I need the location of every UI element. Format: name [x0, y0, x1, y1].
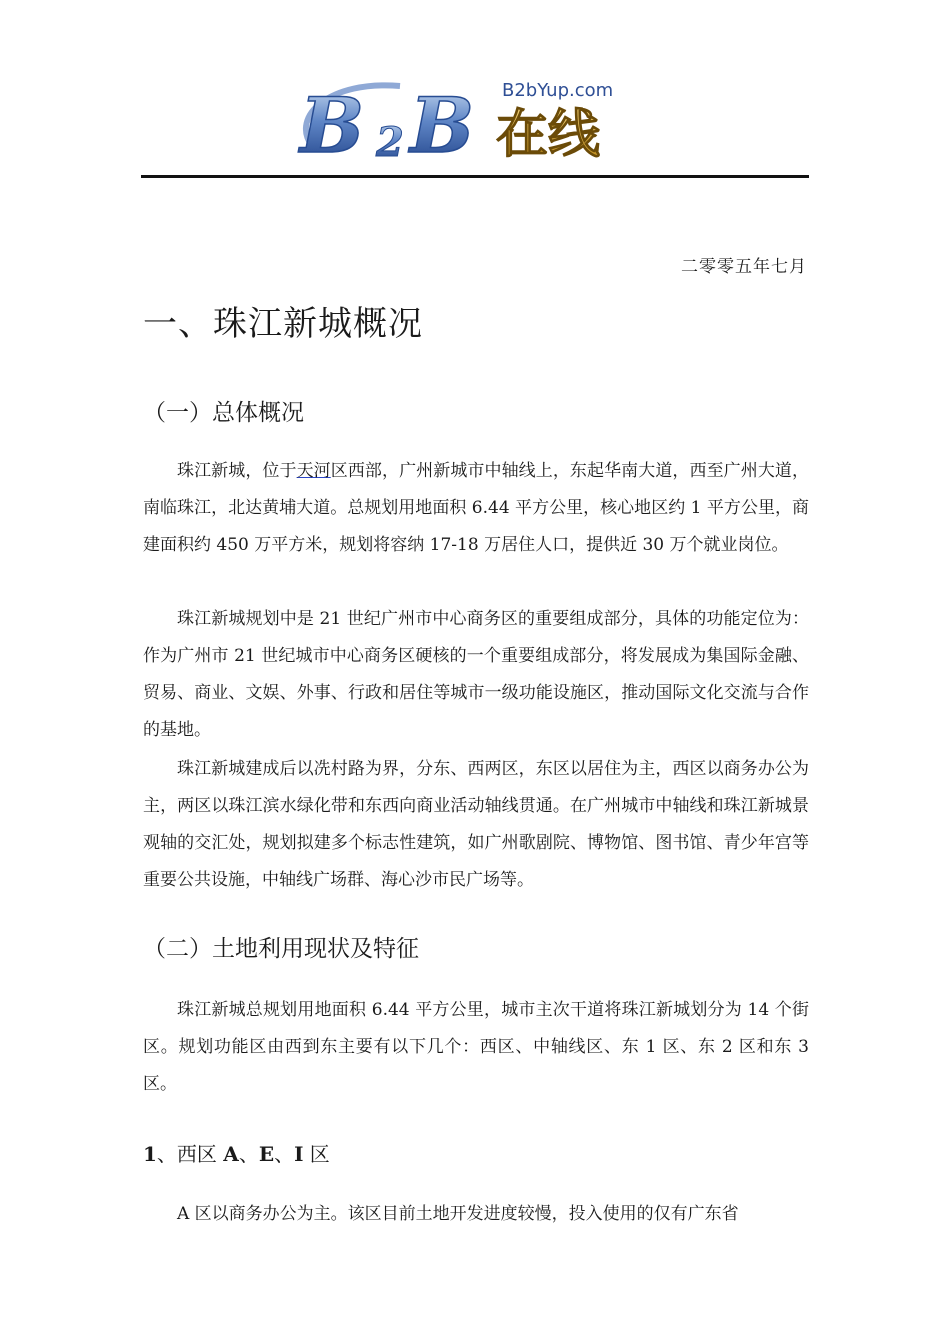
section-heading-land-use: （二）土地利用现状及特征 [143, 936, 419, 962]
logo-domain: B2bYup.com [502, 80, 614, 101]
paragraph-overview-1 [143, 453, 809, 564]
heading-text: 、 [274, 1142, 295, 1166]
paragraph-overview-2: 珠江新城规划中是 21 世纪广州市中心商务区的重要组成部分，具体的功能定位为：作为广州市 21 世纪城市中心商务区硬核的一个重要组成部分，将发展成为集国际金融、贸易、商业、文娱、外事、行政和居住等城市一级功能设施区，推动国际文化交流与合作的基地。 [143, 609, 809, 740]
document-title: 一、珠江新城概况 [143, 304, 423, 344]
logo-chinese: 在线 [496, 105, 601, 164]
document-date: 二零零五年七月 [681, 257, 807, 277]
heading-letter: I [294, 1142, 304, 1166]
b2b-logo [290, 76, 620, 164]
section-heading-overview: （一）总体概况 [143, 400, 304, 426]
subsection-heading-west-district [143, 1138, 330, 1167]
paragraph-text: 区西部，广州新城市中轴线上，东起华南大道，西至广州大道，南临珠江，北达黄埔大道。总规划用地面积 6.44 平方公里，核心地区约 1 平方公里，商建面积约 450 万平方米，规划将容纳 17-18 万居住人口，提供近 30 万个就业岗位。 [143, 461, 810, 555]
b2b-logo-graphic [290, 76, 620, 164]
subsection-number: 1 [143, 1142, 157, 1166]
header-rule [141, 175, 809, 178]
paragraph-overview-3: 珠江新城建成后以冼村路为界，分东、西两区，东区以居住为主，西区以商务办公为主，两区以珠江滨水绿化带和东西向商业活动轴线贯通。在广州城市中轴线和珠江新城景观轴的交汇处，规划拟建多个标志性建筑，如广州歌剧院、博物馆、图书馆、青少年宫等重要公共设施，中轴线广场群、海心沙市民广场等。 [143, 759, 809, 890]
paragraph-land-use-1: 珠江新城总规划用地面积 6.44 平方公里，城市主次干道将珠江新城划分为 14 个街区。规划功能区由西到东主要有以下几个：西区、中轴线区、东 1 区、东 2 区和东 3 区。 [143, 1000, 809, 1094]
paragraph-text: 珠江新城，位于 [177, 461, 297, 481]
logo-letter-b1: B [300, 81, 365, 164]
heading-letter: E [258, 1142, 275, 1166]
heading-letter: A [223, 1142, 239, 1166]
paragraph-west-district: A 区以商务办公为主。该区目前土地开发进度较慢，投入使用的仅有广东省 [177, 1204, 739, 1224]
heading-text: 区 [303, 1142, 330, 1166]
heading-text: 、西区 [156, 1142, 224, 1166]
logo-digit-2: 2 [376, 119, 404, 164]
tianhe-link[interactable]: 天河 [296, 461, 331, 481]
logo-letter-b2: B [410, 81, 475, 164]
heading-text: 、 [238, 1142, 259, 1166]
